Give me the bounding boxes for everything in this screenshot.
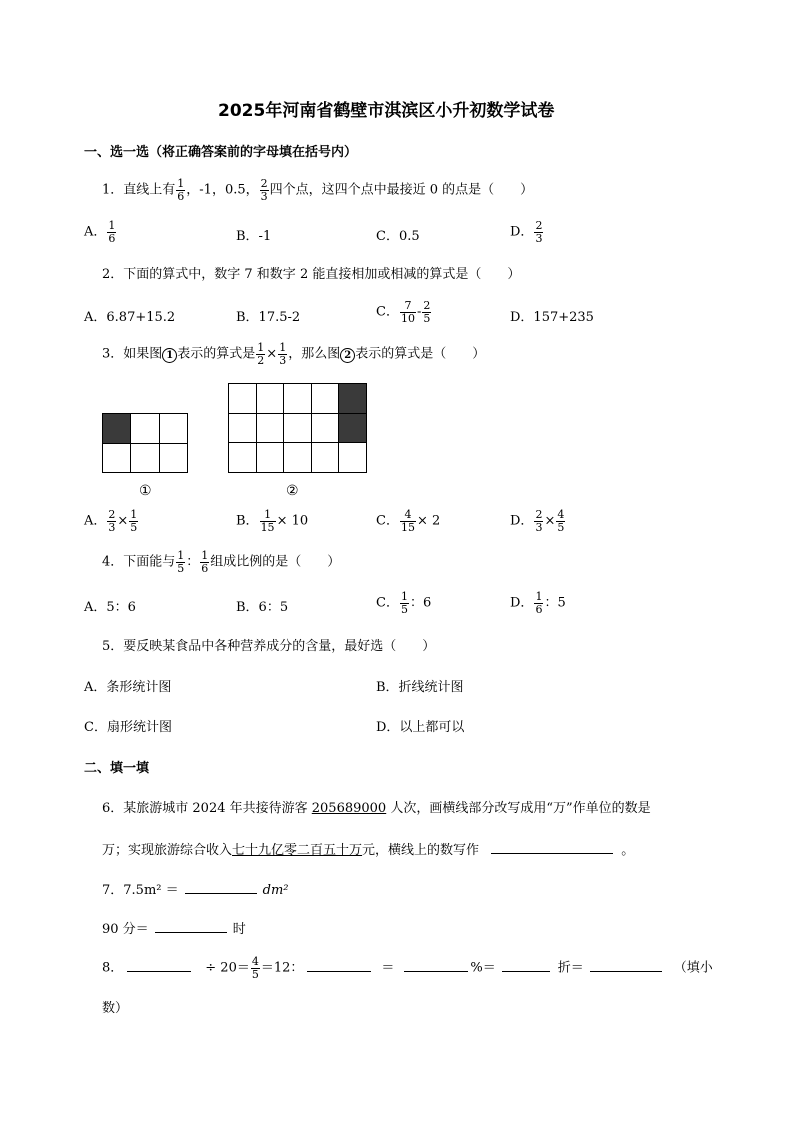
answer-blank[interactable] (307, 959, 371, 972)
q1-text-post: 四个点，这四个点中最接近 0 的点是（ ） (269, 182, 534, 198)
q1-option-b[interactable]: B．-1 (236, 229, 272, 244)
question-6-line-1: 6．某旅游城市 2024 年共接待游客 205689000 人次，画横线部分改写成用“万”作单位的数是 (102, 801, 651, 816)
answer-blank[interactable] (155, 920, 227, 933)
grid-cell (159, 443, 187, 473)
q1-text-mid: ，-1，0.5， (186, 182, 259, 198)
q4-option-a[interactable]: A．5：6 (84, 600, 136, 615)
question-1 (102, 178, 533, 202)
section-heading-choice: 一、选一选（将正确答案前的字母填在括号内） (84, 145, 358, 160)
q2-option-c[interactable]: C． $\frac{7}{10}$ - $\frac{2}{5}$ (376, 299, 431, 325)
fraction: $\frac{2}{3}$ (260, 177, 268, 203)
grid-cell-shaded (103, 414, 131, 444)
page-title: 2025年河南省鹤壁市淇滨区小升初数学试卷 (218, 101, 555, 121)
grid-cell (284, 384, 312, 414)
q2-option-d[interactable]: D．157+235 (510, 310, 594, 325)
grid-cell (256, 443, 284, 473)
q3-option-b[interactable]: B． $\frac{1}{15}$ × 10 (236, 508, 309, 534)
q4-option-b[interactable]: B．6：5 (236, 600, 289, 615)
circled-number-icon: 1 (162, 348, 177, 363)
q4-option-d[interactable]: D． $\frac{1}{6}$ ：5 (510, 590, 566, 616)
grid-cell (131, 443, 159, 473)
grid-cell (339, 443, 367, 473)
underlined-number: 205689000 (311, 801, 387, 816)
q4-option-c[interactable]: C． $\frac{1}{5}$ ：6 (376, 590, 432, 616)
underlined-text: 七十九亿零二百五十万 (232, 843, 363, 858)
q3-option-c[interactable]: C． $\frac{4}{15}$ × 2 (376, 508, 441, 534)
q3-option-a[interactable]: A． $\frac{2}{3}$ × $\frac{1}{5}$ (84, 508, 138, 534)
q5-option-b[interactable]: B．折线统计图 (376, 680, 464, 695)
q1-option-a[interactable]: A． $\frac{1}{6}$ (84, 219, 116, 245)
grid-cell-shaded (339, 384, 367, 414)
figure-1-label: ① (139, 483, 152, 499)
question-5: 5．要反映某食品中各种营养成分的含量，最好选（ ） (102, 639, 436, 654)
q1-text-pre: 1．直线上有 (102, 182, 176, 198)
answer-blank[interactable] (590, 959, 662, 972)
grid-cell-shaded (339, 413, 367, 443)
answer-blank[interactable] (404, 959, 468, 972)
figure-2-grid (228, 383, 367, 473)
q5-option-d[interactable]: D．以上都可以 (376, 720, 465, 735)
answer-blank[interactable] (502, 959, 550, 972)
answer-blank[interactable] (491, 841, 613, 854)
question-7-line-2: 90 分＝ 时 (102, 922, 246, 937)
grid-cell (284, 413, 312, 443)
grid-cell (311, 384, 339, 414)
answer-blank[interactable] (127, 959, 191, 972)
q1-option-d[interactable]: D． $\frac{2}{3}$ (510, 219, 543, 245)
q5-option-a[interactable]: A．条形统计图 (84, 680, 172, 695)
question-6-line-2: 万；实现旅游综合收入七十九亿零二百五十万元，横线上的数写作 。 (102, 843, 635, 858)
q3-option-d[interactable]: D． $\frac{2}{3}$ × $\frac{4}{5}$ (510, 508, 565, 534)
question-2: 2．下面的算式中，数字 7 和数字 2 能直接相加或相减的算式是（ ） (102, 267, 521, 282)
grid-cell (256, 413, 284, 443)
q1-option-c[interactable]: C．0.5 (376, 229, 420, 244)
grid-cell (256, 384, 284, 414)
grid-cell (131, 414, 159, 444)
grid-cell (229, 413, 257, 443)
question-8: 8． ÷ 20＝ $\frac{4}{5}$ ＝12： ＝ %＝ 折＝ （填小 (102, 955, 713, 981)
grid-cell (311, 443, 339, 473)
figure-2-label: ② (286, 483, 299, 499)
question-4: 4．下面能与 $\frac{1}{5}$ ： $\frac{1}{6}$ 组成比例的是（ ） (102, 549, 341, 575)
question-7-line-1: 7．7.5m² ＝ dm² (102, 883, 289, 898)
q2-option-b[interactable]: B．17.5-2 (236, 310, 301, 325)
figure-1-grid (102, 413, 188, 473)
question-3: 3．如果图 1 表示的算式是 $\frac{1}{2}$ × $\frac{1}{3}$ ，那么图 2 表示的算式是（ ） (102, 341, 486, 367)
question-8-tail: 数） (102, 1001, 129, 1016)
grid-cell (103, 443, 131, 473)
grid-cell (311, 413, 339, 443)
grid-cell (229, 384, 257, 414)
q5-option-c[interactable]: C．扇形统计图 (84, 720, 172, 735)
circled-number-icon: 2 (340, 348, 355, 363)
answer-blank[interactable] (185, 881, 257, 894)
section-heading-fill: 二、填一填 (84, 761, 150, 776)
fraction: $\frac{1}{6}$ (177, 177, 185, 203)
q2-option-a[interactable]: A．6.87+15.2 (84, 310, 176, 325)
grid-cell (159, 414, 187, 444)
grid-cell (229, 443, 257, 473)
grid-cell (284, 443, 312, 473)
